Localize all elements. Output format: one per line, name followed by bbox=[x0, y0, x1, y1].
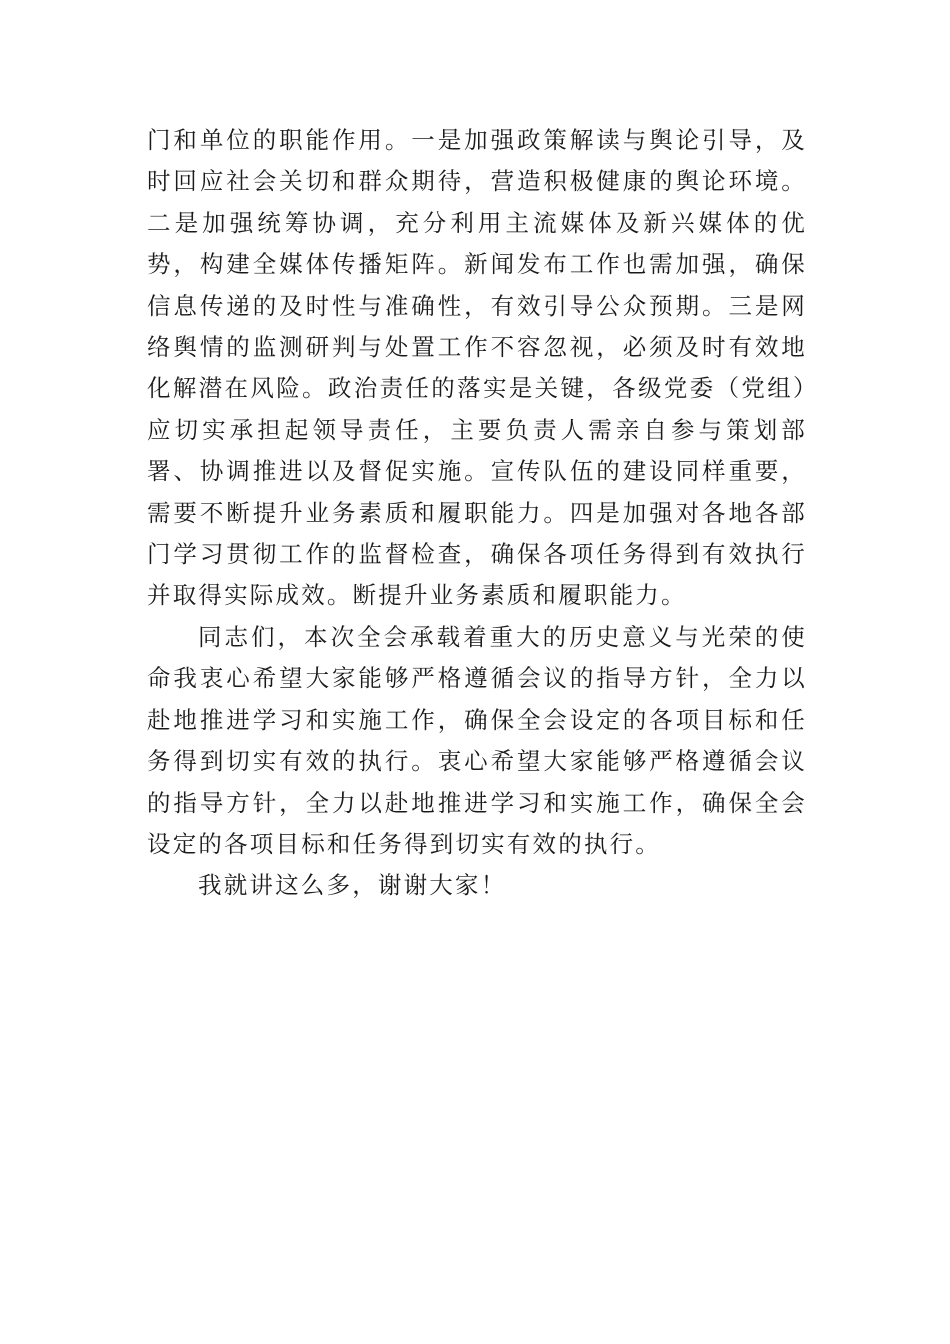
document-body bbox=[147, 120, 807, 907]
paragraph-2: 同志们，本次全会承载着重大的历史意义与光荣的使命我衷心希望大家能够严格遵循会议的指导方针，全力以赴地推进学习和实施工作，确保全会设定的各项目标和任务得到切实有效的执行。衷心希望大家能够严格遵循会议的指导方针，全力以赴地推进学习和实施工作，确保全会设定的各项目标和任务得到切实有效的执行。 bbox=[147, 622, 807, 858]
paragraph-closing: 我就讲这么多，谢谢大家！ bbox=[198, 871, 507, 900]
paragraph-1: 门和单位的职能作用。一是加强政策解读与舆论引导，及时回应社会关切和群众期待，营造积极健康的舆论环境。二是加强统筹协调，充分利用主流媒体及新兴媒体的优势，构建全媒体传播矩阵。新闻发布工作也需加强，确保信息传递的及时性与准确性，有效引导公众预期。三是网络舆情的监测研判与处置工作不容忽视，必须及时有效地化解潜在风险。政治责任的落实是关键，各级党委（党组）应切实承担起领导责任，主要负责人需亲自参与策划部署、协调推进以及督促实施。宣传队伍的建设同样重要，需要不断提升业务素质和履职能力。四是加强对各地各部门学习贯彻工作的监督检查，确保各项任务得到有效执行并取得实际成效。断提升业务素质和履职能力。 bbox=[147, 126, 807, 610]
